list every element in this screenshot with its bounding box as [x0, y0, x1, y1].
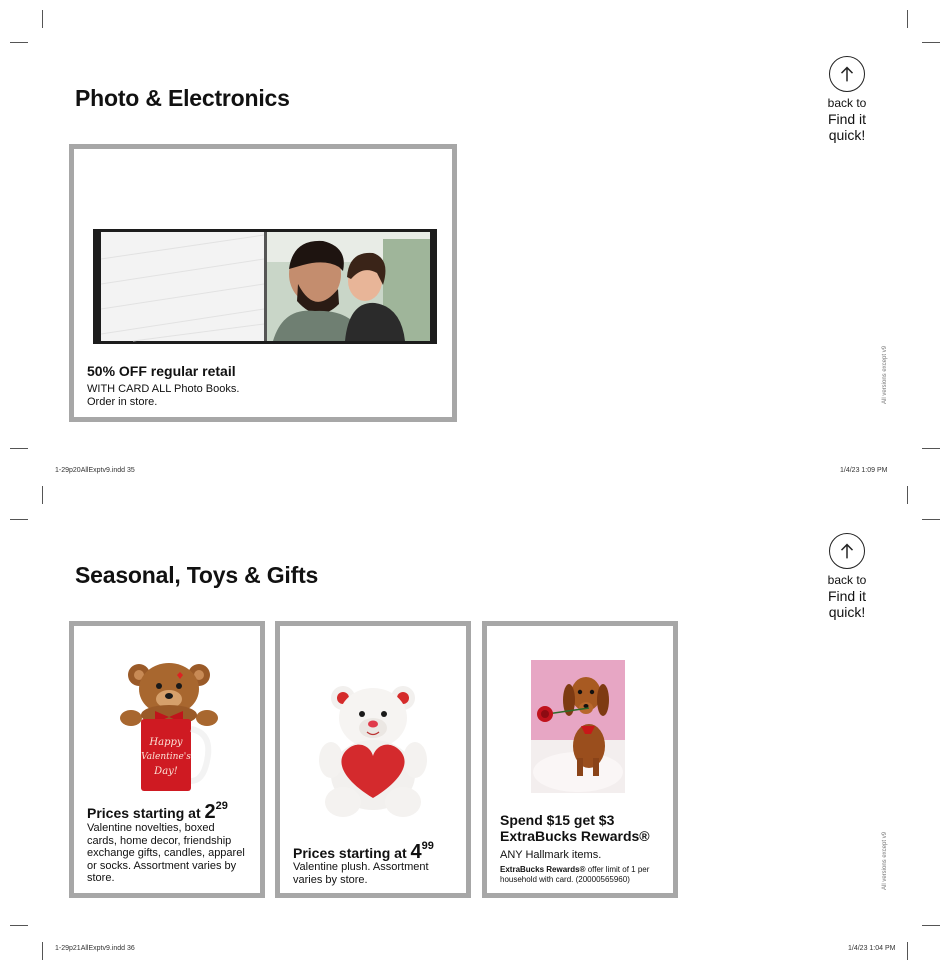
arrow-up-icon — [829, 56, 865, 92]
back-to-find-it-quick-link[interactable] — [812, 533, 882, 620]
plush-price-cents: 99 — [421, 840, 434, 852]
crop-mark — [10, 519, 28, 520]
photo-books-body-line2: Order in store. — [87, 396, 158, 408]
hallmark-headline-line2: ExtraBucks Rewards® — [500, 828, 650, 844]
photo-books-card[interactable] — [69, 144, 457, 422]
fine-print-bold: ExtraBucks Rewards® — [500, 865, 586, 874]
white-bear-heart-image — [313, 680, 433, 820]
crop-mark — [42, 942, 43, 960]
plush-body: Valentine plush. Assortment varies by store. — [293, 861, 429, 886]
slug-right: 1/4/23 1:04 PM — [848, 945, 896, 952]
back-link-line2: Find it — [827, 588, 867, 604]
hallmark-card[interactable] — [482, 621, 678, 898]
back-to-find-it-quick-link[interactable] — [812, 56, 882, 143]
version-note: All versions except v9 — [882, 831, 888, 890]
back-link-line2: Find it — [827, 111, 867, 127]
svg-text:Day!: Day! — [154, 766, 178, 777]
hallmark-headline-line1: Spend $15 get $3 — [500, 812, 615, 828]
crop-mark — [922, 519, 940, 520]
slug-right: 1/4/23 1:09 PM — [840, 467, 888, 474]
crop-mark — [907, 486, 908, 504]
novelties-headline-text: Prices starting at — [87, 805, 201, 821]
plush-headline-text: Prices starting at — [293, 845, 407, 861]
photo-book-image — [93, 229, 437, 344]
crop-mark — [10, 925, 28, 926]
crop-mark — [922, 925, 940, 926]
crop-mark — [42, 486, 43, 504]
crop-mark — [42, 10, 43, 28]
back-link-line1: back to — [827, 573, 867, 587]
plush-price-whole: 4 — [410, 841, 422, 863]
photo-books-body-line1: WITH CARD ALL Photo Books. — [87, 383, 240, 395]
back-link-line1: back to — [827, 96, 867, 110]
plush-headline — [293, 838, 434, 861]
section-title-seasonal-toys-gifts: Seasonal, Toys & Gifts — [75, 562, 319, 588]
hallmark-body: ANY Hallmark items. — [500, 849, 602, 861]
slug-left: 1-29p20AllExptv9.indd 35 — [55, 467, 135, 474]
crop-mark — [907, 942, 908, 960]
photo-books-headline: 50% OFF regular retail — [87, 363, 236, 379]
novelties-body: Valentine novelties, boxed cards, home decor, friendship exchange gifts, candles, apparel or socks. Assortment varies by store. — [87, 822, 245, 884]
novelties-headline — [87, 798, 228, 821]
dachshund-card-image — [531, 660, 625, 793]
svg-text:Valentine's: Valentine's — [141, 752, 191, 762]
novelties-price-cents: 29 — [215, 800, 228, 812]
fine-print-rest: offer limit of 1 per household with card. (20000565960) — [500, 865, 650, 884]
crop-mark — [907, 10, 908, 28]
slug-left: 1-29p21AllExptv9.indd 36 — [55, 945, 135, 952]
section-title-photo-electronics: Photo & Electronics — [75, 85, 290, 111]
valentine-plush-card[interactable] — [275, 621, 471, 898]
version-note: All versions except v9 — [882, 345, 888, 404]
valentine-novelties-card[interactable] — [69, 621, 265, 898]
svg-text:Happy: Happy — [149, 737, 183, 748]
crop-mark — [922, 448, 940, 449]
arrow-up-icon — [829, 533, 865, 569]
crop-mark — [10, 448, 28, 449]
crop-mark — [10, 42, 28, 43]
back-link-line3: quick! — [828, 127, 866, 143]
novelties-price-whole: 2 — [204, 801, 216, 823]
hallmark-fine-print — [500, 865, 660, 885]
crop-mark — [922, 42, 940, 43]
bear-mug-image — [119, 653, 219, 798]
back-link-line3: quick! — [828, 604, 866, 620]
